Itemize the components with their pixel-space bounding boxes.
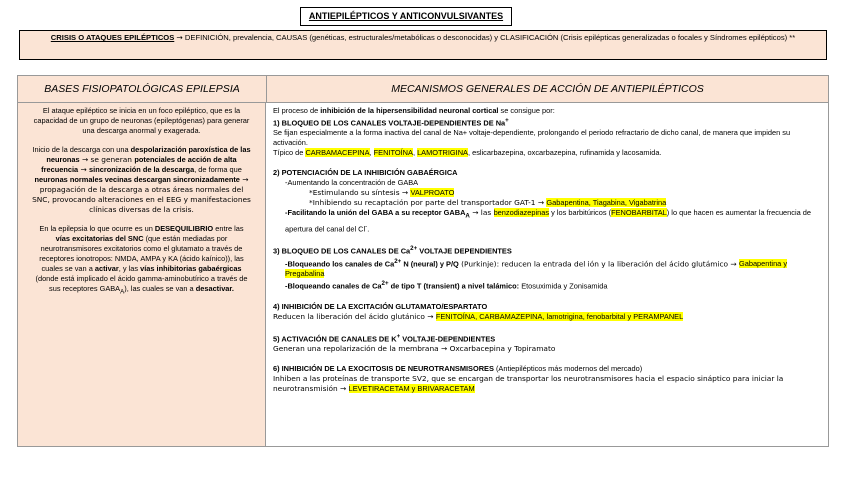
text-span: Típico de (273, 148, 306, 158)
section-2-c (273, 198, 824, 208)
section-1-text: Se fijan especialmente a la forma inactiva del canal de Na+ voltaje-dependiente, prolongando el periodo refractario de dicho canal, de manera que impiden su activación. (273, 128, 791, 148)
text-span: potenciales de acción de alta frecuencia (41, 155, 237, 174)
left-paragraph-1: El ataque epiléptico se inicia en un foco epiléptico, que es la capacidad de un grupo de neuronas (epileptógenas) para generar una descarga anormal y exagerada. (33, 106, 250, 135)
text-span: + (396, 332, 401, 340)
drug-highlight: VALPROATO (410, 188, 455, 198)
drug-highlight: Gabapentina y Pregabalina (285, 259, 788, 279)
section-4-text (273, 312, 824, 322)
text-span: *Estimulando su síntesis → (309, 188, 411, 198)
text-span: vías inhibitorias gabaérgicas (140, 264, 242, 273)
drug-highlight: Gabapentina, Tiagabina, Vigabatrina (546, 198, 667, 208)
section-5-text: Generan una repolarización de la membrana → Oxcarbacepina y Topiramato (273, 344, 556, 354)
section-4-title: 4) INHIBICIÓN DE LA EXCITACIÓN GLUTAMATO/ESPARTATO (273, 301, 488, 311)
section-2-b (273, 188, 824, 198)
section-2-d (273, 208, 824, 234)
text-span: → se generan (79, 155, 135, 164)
header-left: BASES FISIOPATOLÓGICAS EPILEPSIA (18, 76, 267, 103)
text-span: A (120, 288, 125, 296)
text-span: ) lo que hacen es aumentar la frecuencia de apertura del canal del Cl (285, 208, 812, 234)
text-span: DESEQUILIBRIO (154, 224, 214, 233)
drug-highlight: FENITOÍNA (373, 148, 413, 158)
text-span: → (78, 165, 90, 174)
drug-highlight: LAMOTRIGINA (417, 148, 468, 158)
text-span: , y las (118, 264, 141, 273)
text-span: + (505, 117, 509, 124)
text-span: ), las cuales se van a (124, 284, 196, 293)
intro-lead: CRISIS O ATAQUES EPILÉPTICOS (50, 33, 175, 42)
text-span: activar (94, 264, 119, 273)
section-2-a: -Aumentando la concentración de GABA (285, 178, 419, 188)
text-span: -Bloqueando canales de Ca (285, 281, 382, 291)
text-span: se consigue por: (498, 106, 555, 115)
section-3-a (273, 257, 824, 279)
drug-highlight: FENITOÍNA, CARBAMAZEPINA, lamotrigina, fenobarbital y PERAMPANEL (435, 311, 684, 321)
section-6-text (273, 374, 824, 394)
text-span: 1) BLOQUEO DE LOS CANALES VOLTAJE-DEPENDIENTES DE Na (273, 118, 506, 128)
text-span: 5) ACTIVACIÓN DE CANALES DE K (273, 334, 397, 344)
text-span: VOLTAJE-DEPENDIENTES (400, 334, 496, 344)
text-span: -Bloqueando los canales de Ca (285, 259, 395, 269)
text-span: -Facilitando la unión del GABA a su receptor GABA (285, 208, 466, 218)
text-span: sincronización de la descarga (89, 165, 195, 174)
intro-box (19, 30, 827, 60)
text-span: → las (469, 208, 494, 218)
text-span: (donde está implicado el ácido gamma-aminobutírico a través de sus receptores GABA (35, 274, 248, 293)
section-5-title (273, 332, 824, 344)
text-span: Inicio de la descarga con una (32, 145, 131, 154)
text-span: desactivar. (195, 284, 234, 293)
drug-highlight: FENOBARBITAL (611, 208, 667, 218)
section-3-title (273, 244, 824, 256)
text-span: (Purkinje): reducen la entrada del ión y la liberación del ácido glutámico → (458, 259, 739, 269)
text-span: de tipo T (transient) a nivel talámico: (388, 281, 520, 291)
text-span: Inhiben a las proteínas de transporte SV2, que se encargan de transportar los neurotransmisores hacia el espacio sináptico para iniciar la neurotransmisión → (273, 374, 784, 394)
text-span: En la epilepsia lo que ocurre es un (39, 224, 155, 233)
text-span: 2+ (410, 245, 418, 253)
text-span: → propagación de la descarga a otras áreas normales del SNC, provocando alteraciones en el EEG y manifestaciones clínicas diversas de la crisis. (32, 175, 251, 214)
text-span: *Inhibiendo su recaptación por parte del transportador GAT-1 → (309, 198, 547, 208)
text-span: 2+ (381, 280, 389, 288)
text-span: N (neural) y P/Q (401, 259, 459, 269)
text-span: Reducen la liberación del ácido glutánico → (273, 311, 436, 321)
right-column (267, 103, 828, 446)
text-span: (que están mediadas por neurotransmisores excitatorios como el glutamato a través de receptores ionotropos: NMDA, AMPA y KA (ácido kaínico)), las cuales se van a (39, 234, 244, 273)
text-span: neuronas normales vecinas descargan sincronizadamente (34, 175, 240, 184)
page-title: ANTIEPILÉPTICOS Y ANTICONVULSIVANTES (300, 7, 512, 26)
intro-text: DEFINICIÓN, prevalencia, CAUSAS (genéticas, estructurales/metabólicas o desconocidas) y CLASIFICACIÓN (Crisis epilépticas generalizadas o focales y Síndromes epilépticos) ** (182, 33, 796, 42)
text-span: 6) INHIBICIÓN DE LA EXOCITOSIS DE NEUROTRANSMISORES (273, 364, 494, 374)
drug-highlight: LEVETIRACETAM y BRIVARACETAM (348, 384, 475, 394)
text-span: , de forma que (194, 165, 242, 174)
text-span: 2+ (394, 257, 402, 265)
text-span: vías excitatorias del SNC (55, 234, 144, 243)
drug-highlight: benzodiazepinas (493, 208, 550, 218)
section-1-title (273, 116, 824, 128)
text-span: A (465, 212, 470, 220)
section-1-drugs: Típico de CARBAMACEPINA, FENITOÍNA, LAMOTRIGINA, eslicarbazepina, oxcarbazepina, rufinamida y lacosamida. (273, 148, 662, 158)
text-span: , eslicarbazepina, oxcarbazepina, rufinamida y lacosamida. (467, 148, 662, 158)
text-span: Etosuximida y Zonisamida (519, 281, 608, 291)
drug-highlight: CARBAMACEPINA (305, 148, 370, 158)
text-span: . (367, 224, 370, 234)
left-paragraph-3 (32, 224, 251, 297)
text-span: entre las (213, 224, 244, 233)
text-span: despolarización paroxística de las neuronas (46, 145, 251, 164)
text-span: El proceso de (273, 106, 321, 115)
section-2-title: 2) POTENCIACIÓN DE LA INHIBICIÓN GABAÉRGICA (273, 168, 458, 178)
section-3-b (273, 279, 824, 291)
text-span: (Antiepilépticos más modernos del mercado) (493, 364, 643, 374)
header-right: MECANISMOS GENERALES DE ACCIÓN DE ANTIEPILÉPTICOS (267, 76, 828, 103)
text-span: - (365, 222, 368, 230)
left-column (18, 103, 266, 446)
arrow-icon: → (176, 33, 183, 42)
text-span: inhibición de la hipersensibilidad neuronal cortical (320, 106, 499, 115)
main-table (17, 75, 829, 447)
left-paragraph-2 (32, 145, 251, 215)
section-6-title (273, 364, 824, 374)
text-span: 3) BLOQUEO DE LOS CANALES DE Ca (273, 246, 411, 256)
text-span: y los barbitúricos ( (549, 208, 612, 218)
text-span: VOLTAJE DEPENDIENTES (417, 246, 512, 256)
right-intro (273, 106, 824, 116)
